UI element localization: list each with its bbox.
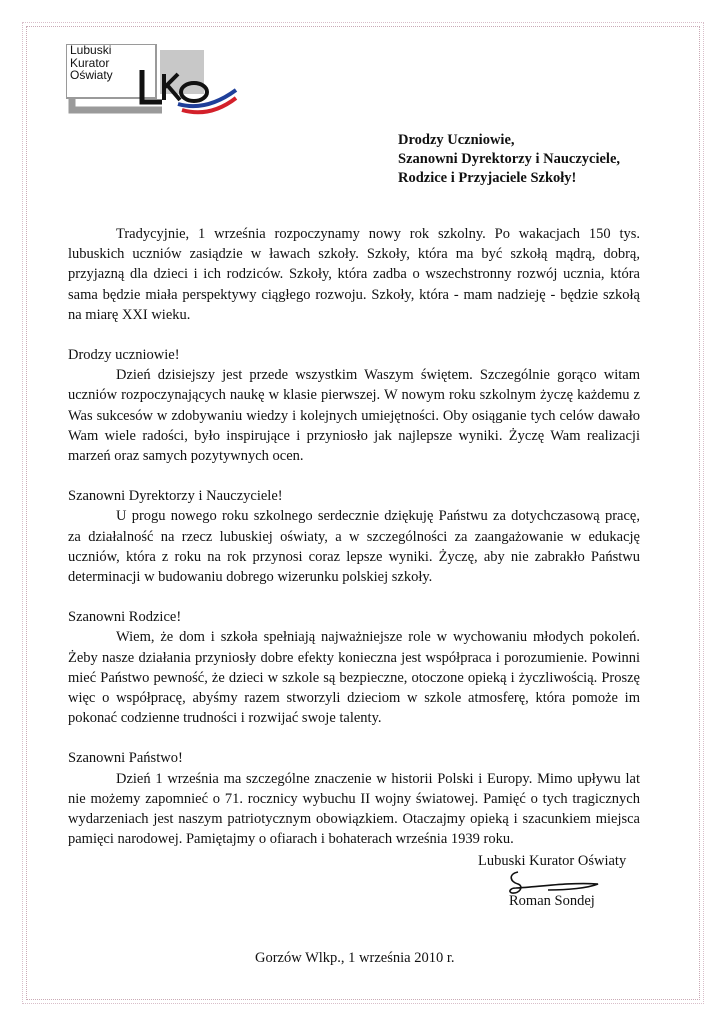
salutation-line: Drodzy Uczniowie,: [398, 132, 515, 148]
all-heading: Szanowni Państwo!: [68, 750, 183, 767]
students-paragraph: Dzień dzisiejszy jest przede wszystkim Waszym świętem. Szczególnie gorąco witam uczniów rozpoczynających naukę w klasie pierwszej. W nowym roku szkolnym życzę każdemu z Was sukcesów w zdobywaniu wiedzy i kolejnych umiejętności. Oby osiąganie tych celów dawało Wam wiele radości, było inspirujące i przyniosło jak najlepsze wyniki. Życzę Wam realizacji marzeń oraz samych pozytywnych ocen.: [68, 367, 640, 465]
teachers-paragraph: U progu nowego roku szkolnego serdecznie dziękuję Państwu za dotychczasową pracę, za działalność na rzecz lubuskiej oświaty, a w szczególności za zaangażowanie w edukację uczniów, która z roku na rok przynosi coraz lepsze wyniki. Życzę, aby nie zabrakło Państwu determinacji w budowaniu dobrego wizerunku polskiej szkoły.: [68, 508, 640, 586]
students-heading: Drodzy uczniowie!: [68, 347, 180, 364]
letter-body: [68, 224, 640, 849]
logo-line: Kurator: [70, 55, 110, 70]
place-date: Gorzów Wlkp., 1 września 2010 r.: [255, 950, 455, 966]
logo-line: Oświaty: [70, 68, 113, 82]
salutation: [398, 131, 698, 188]
teachers-heading: Szanowni Dyrektorzy i Nauczyciele!: [68, 488, 283, 505]
signature-title: Lubuski Kurator Oświaty: [478, 853, 627, 869]
parents-heading: Szanowni Rodzice!: [68, 609, 182, 626]
all-paragraph: Dzień 1 września ma szczególne znaczenie w historii Polski i Europy. Mimo upływu lat nie możemy zapomnieć o 71. rocznicy wybuchu II wojny światowej. Pamięć o tych tragicznych wydarzeniach jest naszym patriotycznym obowiązkiem. Otaczajmy opieką i szacunkiem miejsca pamięci narodowej. Pamiętajmy o ofiarach i bohaterach września 1939 roku.: [68, 770, 640, 848]
salutation-line: Szanowni Dyrektorzy i Nauczyciele,: [398, 151, 621, 167]
logo-line: Lubuski: [70, 43, 112, 57]
signature-name: Roman Sondej: [509, 893, 595, 909]
intro-paragraph: Tradycyjnie, 1 września rozpoczynamy nowy rok szkolny. Po wakacjach 150 tys. lubuskich uczniów zasiądzie w ławach szkoły. Szkoły, która ma być szkołą mądrą, dobrą, przyjazną dla dzieci i ich rodziców. Szkoły, która zadba o wszechstronny rozwój ucznia, która sama będzie miała perspektywy ciągłego rozwoju. Szkoły, która - mam nadzieję - będzie szkołą na miarę XXI wieku.: [68, 226, 640, 323]
salutation-line: Rodzice i Przyjaciele Szkoły!: [398, 170, 577, 186]
parents-paragraph: Wiem, że dom i szkoła spełniają najważniejsze role w wychowaniu młodych pokoleń. Żeby nasze działania przyniosły dobre efekty konieczna jest współpraca i porozumienie. Powinni mieć Państwo pewność, że dzieci w szkole są bezpieczne, otoczone opieką i życzliwością. Proszę więc o współpracę, abyśmy razem stworzyli dzieciom w szkole atmosferę, która pomoże im pokonać codzienne trudności i rozwijać swoje talenty.: [68, 629, 640, 727]
logo-text: [70, 44, 160, 82]
